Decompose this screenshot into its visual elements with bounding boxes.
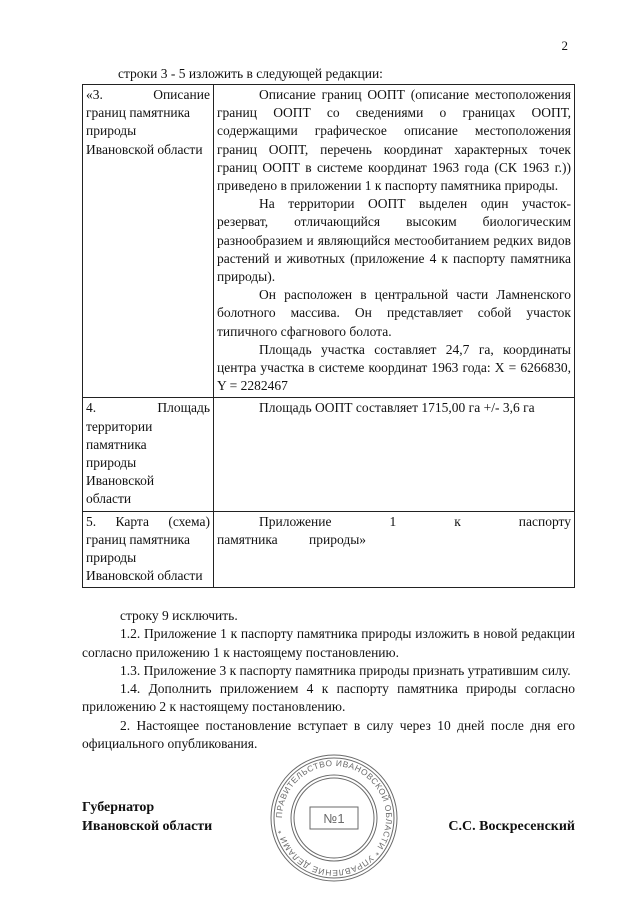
seal-number: №1 [323, 811, 345, 826]
signatory-title-line: Ивановской области [82, 819, 213, 834]
row-paragraph: На территории ООПТ выделен один участок-резерват, отличающийся высоким биологическим разнообразием и являющийся местообитанием редких видов растений и животных (приложение 4 к паспорту памятника природы). [217, 196, 571, 285]
row-paragraph: Описание границ ООПТ (описание местоположения границ ООПТ со сведениями о границах ООПТ, содержащими графическое описание местоположения границ ООПТ, перечень координат характерных точек границ ООПТ в системе координат 1963 года (СК 1963 г.)) приведено в приложении 1 к паспорту памятника природы. [217, 87, 571, 194]
seal-ring-text: ПРАВИТЕЛЬСТВО ИВАНОВСКОЙ ОБЛАСТИ * УПРАВЛЕНИЕ ДЕЛАМИ * [273, 757, 395, 879]
row-label-rest: территории памятника природы Ивановской области [86, 418, 155, 507]
body-paragraph: 2. Настоящее постановление вступает в силу через 10 дней после дня его официального опубликования. [82, 717, 575, 752]
row-label-rest: границ памятника природы Ивановской области [86, 531, 203, 584]
table-row [83, 398, 575, 511]
body-paragraph: строку 9 исключить. [120, 608, 238, 623]
row-content [214, 85, 575, 398]
body-text [82, 607, 575, 753]
row-content [214, 398, 575, 511]
row-label [83, 85, 214, 398]
row-label-first-line: «3. Описание [86, 87, 210, 102]
table-row [83, 511, 575, 588]
signatory-name: С.С. Воскресенский [448, 819, 575, 834]
row-label-first-line: 4. Площадь [86, 400, 210, 416]
body-paragraph: 1.4. Дополнить приложением 4 к паспорту памятника природы согласно приложению 2 к настоящему постановлению. [82, 681, 575, 715]
row-label [83, 511, 214, 588]
row-label [83, 398, 214, 511]
amendment-table [82, 84, 575, 588]
body-paragraph: 1.3. Приложение 3 к паспорту памятника природы признать утратившим силу. [120, 662, 571, 678]
row-paragraph: Он расположен в центральной части Ламненского болотного массива. Он представляет собой участок типичного сфагнового болота. [217, 287, 571, 339]
row-paragraph: Площадь участка составляет 24,7 га, координаты центра участка в системе координат 1963 года: X = 6266830, Y = 2282467 [217, 341, 571, 394]
row-label-first-line: 5. Карта (схема) [86, 513, 210, 529]
table-row [83, 85, 575, 398]
row-label-rest: границ памятника природы Ивановской области [86, 105, 203, 157]
row-paragraph: Площадь ООПТ составляет 1715,00 га +/- 3,6 га [259, 400, 535, 416]
official-seal-icon [268, 752, 400, 884]
intro-line: строки 3 - 5 изложить в следующей редакции: [118, 66, 383, 81]
page-number: 2 [561, 38, 568, 53]
row-paragraph: Приложение 1 к паспорту памятника природы» [217, 513, 571, 547]
body-paragraph: 1.2. Приложение 1 к паспорту памятника природы изложить в новой редакции согласно приложению 1 к настоящему постановлению. [82, 626, 575, 660]
signatory-title-line: Губернатор [82, 800, 155, 815]
signatory-title [82, 798, 212, 836]
row-content [214, 511, 575, 588]
